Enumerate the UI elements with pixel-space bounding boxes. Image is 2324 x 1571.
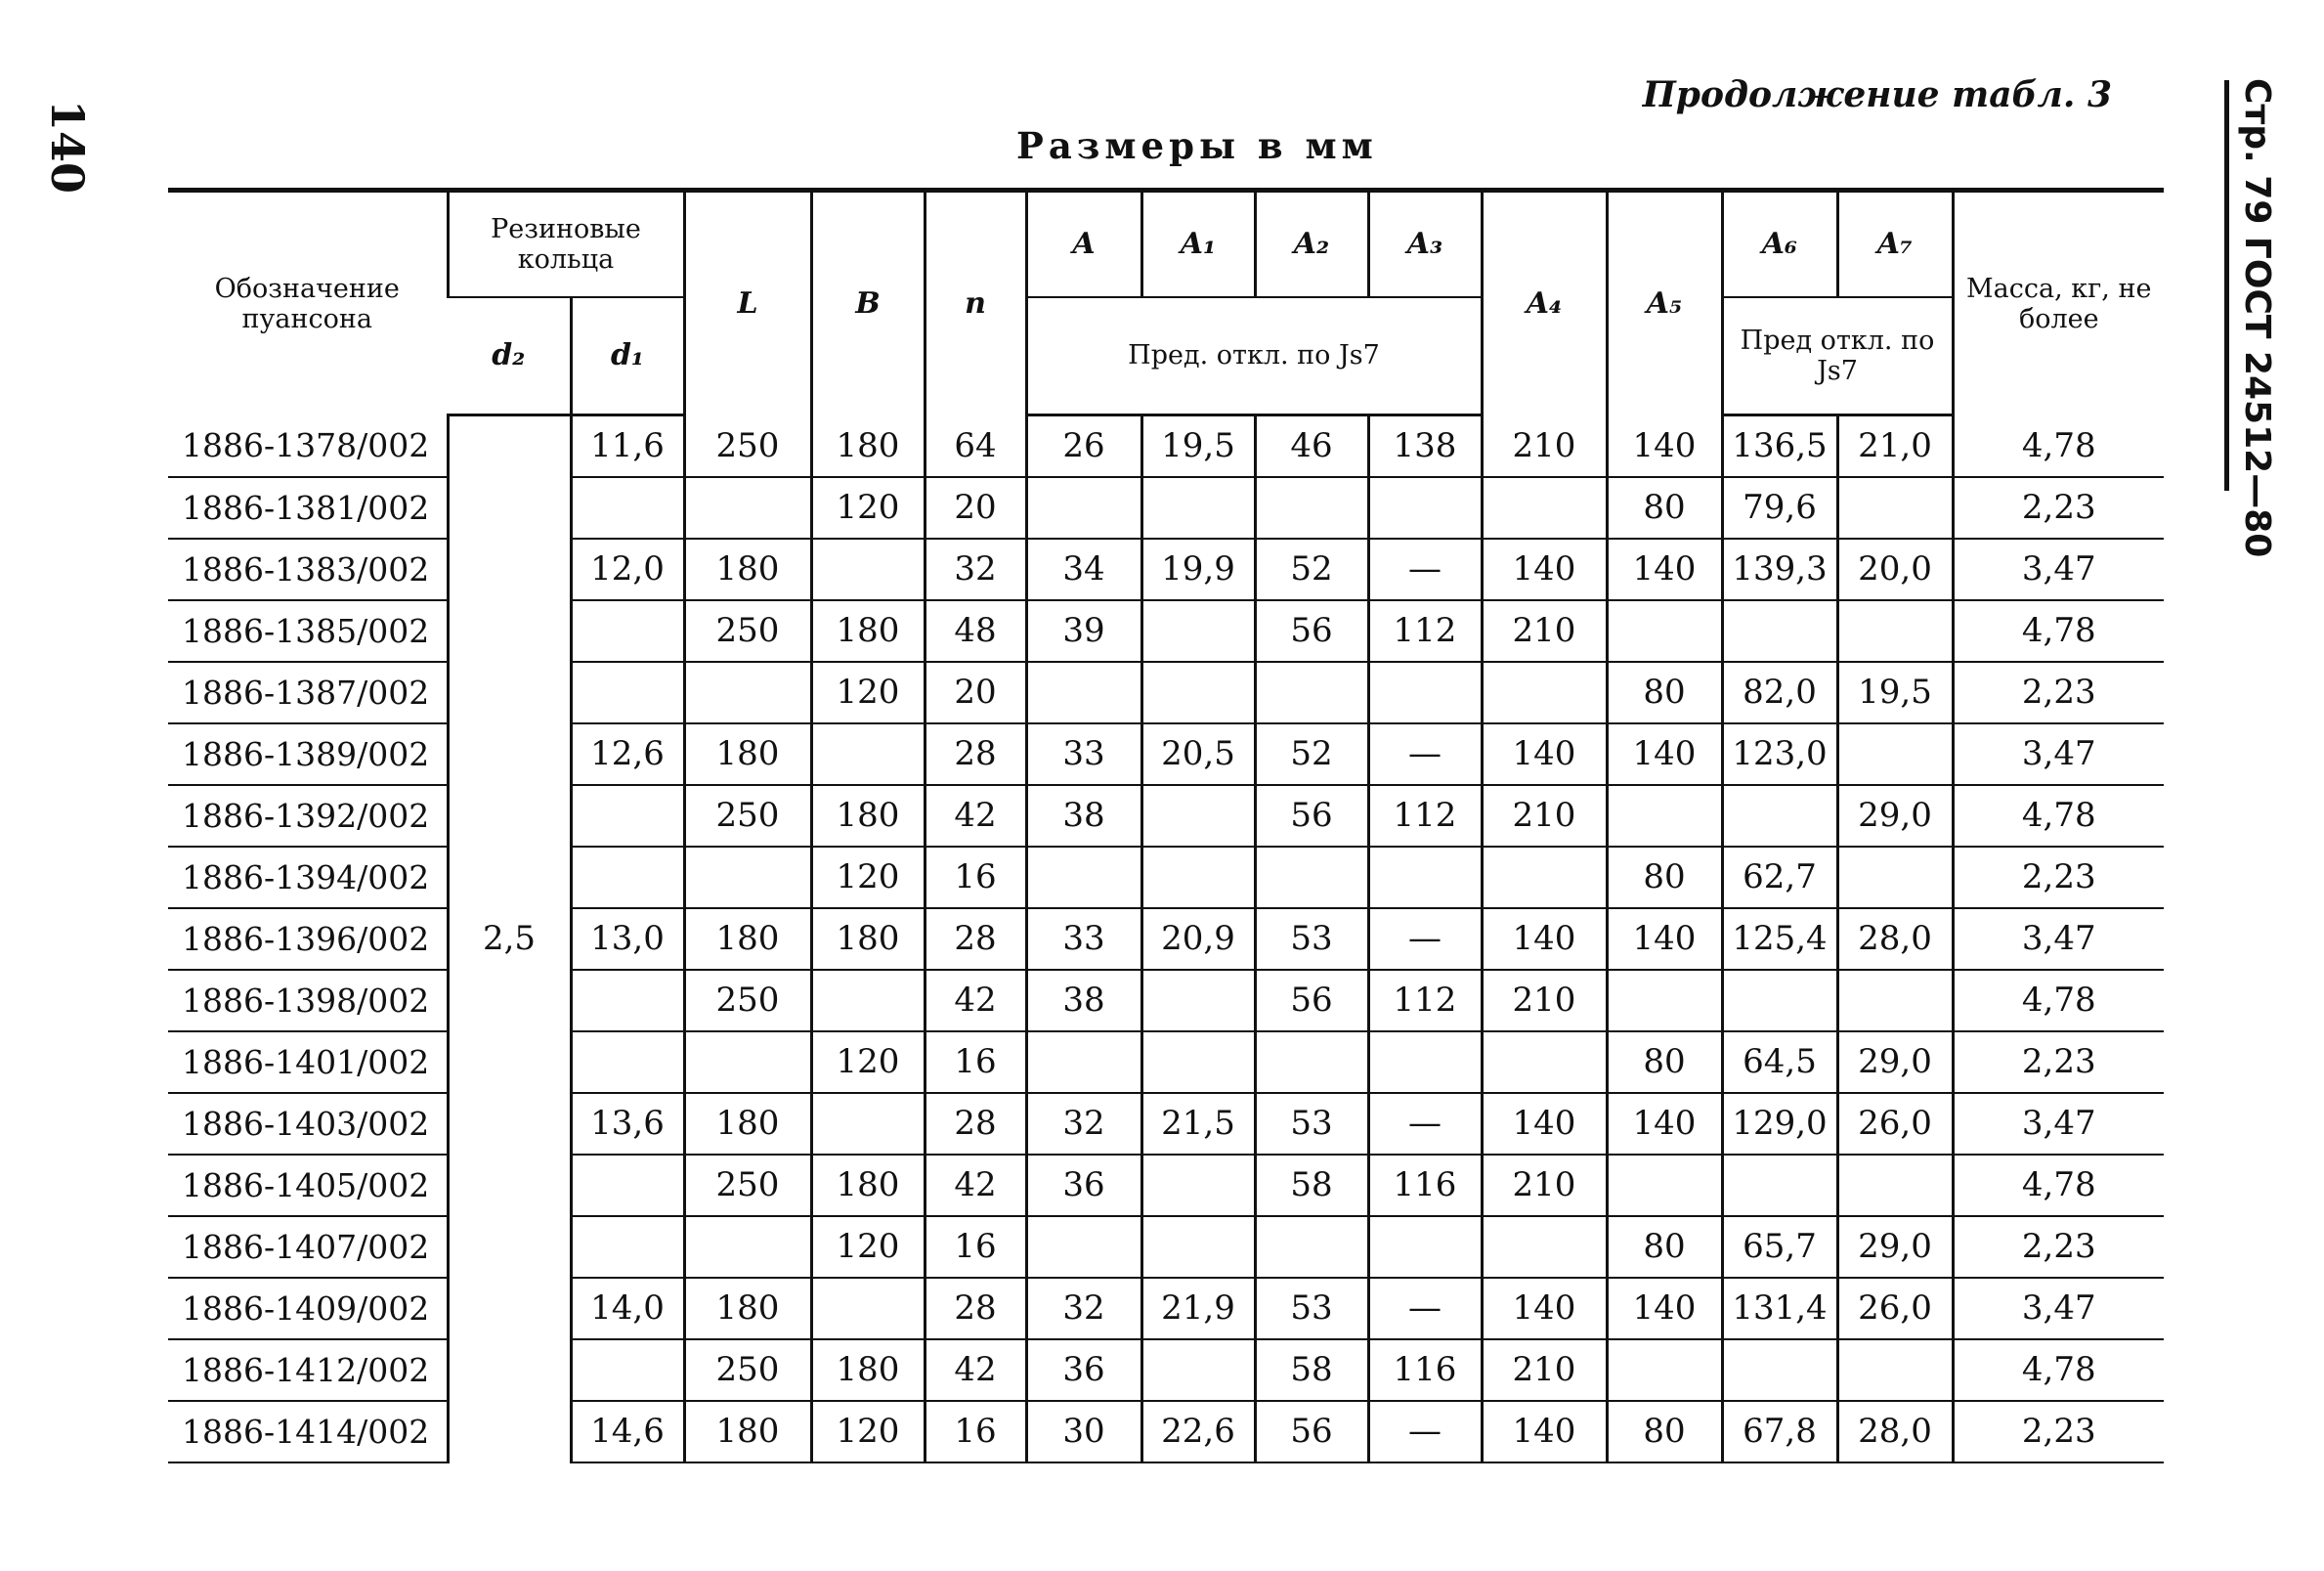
a6-cell: 136,5 — [1722, 415, 1837, 477]
a-cell — [1026, 477, 1141, 539]
a1-cell: 21,9 — [1141, 1278, 1255, 1339]
d1-cell — [571, 600, 684, 662]
d2-cell — [448, 1093, 571, 1155]
a6-cell — [1722, 785, 1837, 847]
table-row — [168, 415, 2164, 477]
page-number: 140 — [41, 100, 94, 195]
table-body — [168, 415, 2164, 1462]
a1-cell: 20,5 — [1141, 723, 1255, 785]
n-cell: 16 — [925, 847, 1026, 908]
a-cell: 32 — [1026, 1278, 1141, 1339]
d2-header: d₂ — [448, 297, 571, 415]
table-row — [168, 1093, 2164, 1155]
a7-cell — [1837, 1339, 1953, 1401]
a1-cell — [1141, 970, 1255, 1031]
b-cell — [811, 970, 925, 1031]
d1-cell: 14,6 — [571, 1401, 684, 1462]
d1-cell — [571, 1339, 684, 1401]
l-cell: 250 — [684, 600, 811, 662]
table-row — [168, 477, 2164, 539]
a6-cell: 65,7 — [1722, 1216, 1837, 1278]
b-header: B — [811, 191, 925, 415]
a6-cell: 62,7 — [1722, 847, 1837, 908]
a6-cell: 139,3 — [1722, 539, 1837, 600]
designation-cell: 1886-1385/002 — [168, 600, 448, 662]
n-cell: 42 — [925, 1155, 1026, 1216]
n-cell: 20 — [925, 477, 1026, 539]
table-row — [168, 662, 2164, 723]
mass-cell: 4,78 — [1953, 1339, 2164, 1401]
mass-cell: 4,78 — [1953, 1155, 2164, 1216]
d2-cell — [448, 723, 571, 785]
l-cell — [684, 1216, 811, 1278]
d1-cell: 12,0 — [571, 539, 684, 600]
b-cell: 120 — [811, 662, 925, 723]
a3-cell: 138 — [1368, 415, 1482, 477]
table-row — [168, 970, 2164, 1031]
designation-cell: 1886-1401/002 — [168, 1031, 448, 1093]
a6-cell — [1722, 970, 1837, 1031]
d1-header: d₁ — [571, 297, 684, 415]
table-header — [168, 191, 2164, 415]
table-row — [168, 908, 2164, 970]
a2-header: A₂ — [1255, 191, 1368, 298]
a-cell — [1026, 662, 1141, 723]
designation-cell: 1886-1398/002 — [168, 970, 448, 1031]
a3-cell: — — [1368, 1093, 1482, 1155]
n-cell: 28 — [925, 1278, 1026, 1339]
mass-cell: 3,47 — [1953, 723, 2164, 785]
a1-cell — [1141, 847, 1255, 908]
a6-cell: 82,0 — [1722, 662, 1837, 723]
a3-cell — [1368, 847, 1482, 908]
a3-cell: 116 — [1368, 1339, 1482, 1401]
a3-cell: 112 — [1368, 600, 1482, 662]
a5-cell: 140 — [1607, 1278, 1722, 1339]
l-cell: 180 — [684, 1278, 811, 1339]
b-cell — [811, 1278, 925, 1339]
mass-header: Масса, кг, не более — [1953, 191, 2164, 415]
n-cell: 42 — [925, 1339, 1026, 1401]
d2-cell — [448, 600, 571, 662]
a2-cell — [1255, 477, 1368, 539]
a3-cell — [1368, 1031, 1482, 1093]
a1-cell — [1141, 1216, 1255, 1278]
n-cell: 64 — [925, 415, 1026, 477]
tolerance-header-a6: Пред откл. по Js7 — [1722, 297, 1953, 415]
d1-cell — [571, 477, 684, 539]
table-row — [168, 1155, 2164, 1216]
a1-cell — [1141, 1031, 1255, 1093]
a-cell — [1026, 1216, 1141, 1278]
sizes-caption: Размеры в мм — [1016, 124, 1378, 167]
n-cell: 16 — [925, 1031, 1026, 1093]
b-cell: 180 — [811, 415, 925, 477]
a1-header: A₁ — [1141, 191, 1255, 298]
d2-cell — [448, 477, 571, 539]
a5-cell: 80 — [1607, 1031, 1722, 1093]
mass-cell: 4,78 — [1953, 600, 2164, 662]
a2-cell: 56 — [1255, 785, 1368, 847]
a4-cell: 140 — [1482, 1093, 1607, 1155]
a4-cell: 210 — [1482, 785, 1607, 847]
a-cell: 34 — [1026, 539, 1141, 600]
a4-cell: 210 — [1482, 1155, 1607, 1216]
d1-cell — [571, 1031, 684, 1093]
a-cell: 36 — [1026, 1155, 1141, 1216]
a6-cell — [1722, 600, 1837, 662]
d2-cell — [448, 1278, 571, 1339]
a2-cell — [1255, 1216, 1368, 1278]
a5-cell: 140 — [1607, 415, 1722, 477]
a-cell: 30 — [1026, 1401, 1141, 1462]
b-cell: 120 — [811, 847, 925, 908]
b-cell: 180 — [811, 1155, 925, 1216]
a5-cell: 140 — [1607, 1093, 1722, 1155]
designation-cell: 1886-1396/002 — [168, 908, 448, 970]
l-cell: 180 — [684, 1401, 811, 1462]
punch-dimensions-table — [168, 188, 2164, 1463]
mass-cell: 2,23 — [1953, 477, 2164, 539]
a2-cell — [1255, 1031, 1368, 1093]
a4-cell — [1482, 1031, 1607, 1093]
a1-cell: 19,5 — [1141, 415, 1255, 477]
n-header: n — [925, 191, 1026, 415]
designation-cell: 1886-1405/002 — [168, 1155, 448, 1216]
a6-cell: 129,0 — [1722, 1093, 1837, 1155]
table-row — [168, 1401, 2164, 1462]
a5-cell — [1607, 600, 1722, 662]
n-cell: 28 — [925, 1093, 1026, 1155]
a7-cell: 29,0 — [1837, 1031, 1953, 1093]
a3-cell — [1368, 477, 1482, 539]
a7-cell — [1837, 970, 1953, 1031]
d2-cell — [448, 847, 571, 908]
a3-cell: — — [1368, 908, 1482, 970]
a3-cell: — — [1368, 1401, 1482, 1462]
table-row — [168, 1031, 2164, 1093]
a-cell: 26 — [1026, 415, 1141, 477]
d1-cell — [571, 847, 684, 908]
a5-cell: 140 — [1607, 539, 1722, 600]
a2-cell: 53 — [1255, 1278, 1368, 1339]
d2-cell — [448, 1339, 571, 1401]
standard-reference: Стр. 79 ГОСТ 24512—80 — [2237, 78, 2277, 558]
l-cell — [684, 662, 811, 723]
a5-cell: 140 — [1607, 908, 1722, 970]
l-cell: 250 — [684, 1155, 811, 1216]
l-cell: 180 — [684, 1093, 811, 1155]
a5-cell — [1607, 785, 1722, 847]
l-cell: 250 — [684, 970, 811, 1031]
a1-cell — [1141, 785, 1255, 847]
n-cell: 32 — [925, 539, 1026, 600]
designation-cell: 1886-1394/002 — [168, 847, 448, 908]
a1-cell — [1141, 600, 1255, 662]
mass-cell: 4,78 — [1953, 970, 2164, 1031]
a7-cell: 29,0 — [1837, 1216, 1953, 1278]
designation-header: Обозначение пуансона — [168, 191, 448, 415]
a4-cell: 140 — [1482, 539, 1607, 600]
a1-cell: 21,5 — [1141, 1093, 1255, 1155]
designation-cell: 1886-1407/002 — [168, 1216, 448, 1278]
d1-cell — [571, 970, 684, 1031]
a6-cell — [1722, 1155, 1837, 1216]
a4-cell: 140 — [1482, 908, 1607, 970]
a6-cell: 131,4 — [1722, 1278, 1837, 1339]
d1-cell: 13,0 — [571, 908, 684, 970]
n-cell: 48 — [925, 600, 1026, 662]
a7-cell: 20,0 — [1837, 539, 1953, 600]
d1-cell — [571, 785, 684, 847]
a-cell: 36 — [1026, 1339, 1141, 1401]
a2-cell: 53 — [1255, 908, 1368, 970]
d2-cell — [448, 1031, 571, 1093]
a1-cell: 22,6 — [1141, 1401, 1255, 1462]
d2-cell — [448, 415, 571, 477]
a5-cell: 80 — [1607, 662, 1722, 723]
d2-cell — [448, 1216, 571, 1278]
l-cell: 180 — [684, 723, 811, 785]
b-cell: 120 — [811, 477, 925, 539]
a4-cell: 140 — [1482, 1401, 1607, 1462]
table-row — [168, 847, 2164, 908]
a4-cell — [1482, 662, 1607, 723]
a5-cell: 140 — [1607, 723, 1722, 785]
d2-cell — [448, 539, 571, 600]
a1-cell — [1141, 662, 1255, 723]
l-cell: 250 — [684, 785, 811, 847]
a2-cell: 56 — [1255, 1401, 1368, 1462]
a3-cell: — — [1368, 723, 1482, 785]
a3-cell — [1368, 1216, 1482, 1278]
b-cell: 180 — [811, 785, 925, 847]
a5-cell — [1607, 1339, 1722, 1401]
n-cell: 16 — [925, 1401, 1026, 1462]
table-row — [168, 1216, 2164, 1278]
designation-cell: 1886-1387/002 — [168, 662, 448, 723]
a7-header: A₇ — [1837, 191, 1953, 298]
a2-cell: 46 — [1255, 415, 1368, 477]
d1-cell: 14,0 — [571, 1278, 684, 1339]
a5-header: A₅ — [1607, 191, 1722, 415]
a5-cell: 80 — [1607, 847, 1722, 908]
a5-cell: 80 — [1607, 477, 1722, 539]
a5-cell: 80 — [1607, 1216, 1722, 1278]
a1-cell: 20,9 — [1141, 908, 1255, 970]
a5-cell — [1607, 1155, 1722, 1216]
d2-cell — [448, 1155, 571, 1216]
a-cell: 33 — [1026, 908, 1141, 970]
a4-cell — [1482, 847, 1607, 908]
d2-cell — [448, 662, 571, 723]
mass-cell: 3,47 — [1953, 539, 2164, 600]
designation-cell: 1886-1414/002 — [168, 1401, 448, 1462]
n-cell: 20 — [925, 662, 1026, 723]
a-cell — [1026, 1031, 1141, 1093]
a4-cell — [1482, 477, 1607, 539]
mass-cell: 2,23 — [1953, 1216, 2164, 1278]
b-cell: 120 — [811, 1031, 925, 1093]
a2-cell: 52 — [1255, 539, 1368, 600]
a6-cell: 67,8 — [1722, 1401, 1837, 1462]
a7-cell: 26,0 — [1837, 1278, 1953, 1339]
l-cell — [684, 477, 811, 539]
a7-cell: 21,0 — [1837, 415, 1953, 477]
a2-cell — [1255, 662, 1368, 723]
table-continuation-caption: Продолжение табл. 3 — [1642, 74, 2112, 115]
n-cell: 28 — [925, 908, 1026, 970]
a3-header: A₃ — [1368, 191, 1482, 298]
mass-cell: 2,23 — [1953, 662, 2164, 723]
a6-cell: 125,4 — [1722, 908, 1837, 970]
a4-cell: 210 — [1482, 415, 1607, 477]
d1-cell — [571, 1216, 684, 1278]
a2-cell — [1255, 847, 1368, 908]
b-cell — [811, 723, 925, 785]
mass-cell: 2,23 — [1953, 847, 2164, 908]
d1-cell: 13,6 — [571, 1093, 684, 1155]
mass-cell: 4,78 — [1953, 415, 2164, 477]
d2-cell — [448, 1401, 571, 1462]
l-cell: 180 — [684, 908, 811, 970]
a7-cell: 28,0 — [1837, 908, 1953, 970]
n-cell: 28 — [925, 723, 1026, 785]
a3-cell: 112 — [1368, 785, 1482, 847]
a3-cell: 116 — [1368, 1155, 1482, 1216]
b-cell — [811, 539, 925, 600]
a2-cell: 53 — [1255, 1093, 1368, 1155]
table-row — [168, 539, 2164, 600]
mass-cell: 2,23 — [1953, 1401, 2164, 1462]
designation-cell: 1886-1381/002 — [168, 477, 448, 539]
designation-cell: 1886-1412/002 — [168, 1339, 448, 1401]
table-row — [168, 1339, 2164, 1401]
b-cell: 180 — [811, 600, 925, 662]
designation-cell: 1886-1403/002 — [168, 1093, 448, 1155]
b-cell: 120 — [811, 1216, 925, 1278]
a4-cell: 140 — [1482, 1278, 1607, 1339]
d2-cell — [448, 970, 571, 1031]
n-cell: 42 — [925, 785, 1026, 847]
l-cell: 180 — [684, 539, 811, 600]
d1-cell: 11,6 — [571, 415, 684, 477]
table-row — [168, 723, 2164, 785]
a7-cell: 28,0 — [1837, 1401, 1953, 1462]
a3-cell: — — [1368, 539, 1482, 600]
a4-cell — [1482, 1216, 1607, 1278]
a5-cell: 80 — [1607, 1401, 1722, 1462]
a2-cell: 58 — [1255, 1155, 1368, 1216]
designation-cell: 1886-1383/002 — [168, 539, 448, 600]
a4-header: A₄ — [1482, 191, 1607, 415]
n-cell: 42 — [925, 970, 1026, 1031]
a7-cell: 29,0 — [1837, 785, 1953, 847]
b-cell — [811, 1093, 925, 1155]
a4-cell: 140 — [1482, 723, 1607, 785]
a4-cell: 210 — [1482, 970, 1607, 1031]
d1-cell: 12,6 — [571, 723, 684, 785]
table-row — [168, 785, 2164, 847]
designation-cell: 1886-1409/002 — [168, 1278, 448, 1339]
a7-cell: 19,5 — [1837, 662, 1953, 723]
b-cell: 120 — [811, 1401, 925, 1462]
a-cell: 38 — [1026, 970, 1141, 1031]
d1-cell — [571, 662, 684, 723]
n-cell: 16 — [925, 1216, 1026, 1278]
b-cell: 180 — [811, 1339, 925, 1401]
mass-cell: 3,47 — [1953, 908, 2164, 970]
a6-cell: 79,6 — [1722, 477, 1837, 539]
a-cell — [1026, 847, 1141, 908]
a4-cell: 210 — [1482, 1339, 1607, 1401]
a7-cell — [1837, 600, 1953, 662]
a2-cell: 58 — [1255, 1339, 1368, 1401]
l-cell — [684, 1031, 811, 1093]
d1-cell — [571, 1155, 684, 1216]
d2-cell: 2,5 — [448, 908, 571, 970]
b-cell: 180 — [811, 908, 925, 970]
a7-cell — [1837, 723, 1953, 785]
a-cell: 33 — [1026, 723, 1141, 785]
d2-cell — [448, 785, 571, 847]
mass-cell: 4,78 — [1953, 785, 2164, 847]
a1-cell — [1141, 1155, 1255, 1216]
a4-cell: 210 — [1482, 600, 1607, 662]
a7-cell — [1837, 1155, 1953, 1216]
a3-cell: 112 — [1368, 970, 1482, 1031]
l-cell: 250 — [684, 1339, 811, 1401]
a6-cell — [1722, 1339, 1837, 1401]
a3-cell: — — [1368, 1278, 1482, 1339]
designation-cell: 1886-1392/002 — [168, 785, 448, 847]
table-row — [168, 1278, 2164, 1339]
a6-cell: 123,0 — [1722, 723, 1837, 785]
side-rule — [2224, 80, 2229, 491]
l-cell — [684, 847, 811, 908]
rubber-rings-header: Резиновые кольца — [448, 191, 684, 298]
a7-cell: 26,0 — [1837, 1093, 1953, 1155]
a7-cell — [1837, 847, 1953, 908]
a1-cell — [1141, 1339, 1255, 1401]
a-cell: 39 — [1026, 600, 1141, 662]
mass-cell: 3,47 — [1953, 1093, 2164, 1155]
tolerance-header-a: Пред. откл. по Js7 — [1026, 297, 1482, 415]
a2-cell: 56 — [1255, 970, 1368, 1031]
a5-cell — [1607, 970, 1722, 1031]
mass-cell: 3,47 — [1953, 1278, 2164, 1339]
a6-cell: 64,5 — [1722, 1031, 1837, 1093]
a1-cell: 19,9 — [1141, 539, 1255, 600]
l-cell: 250 — [684, 415, 811, 477]
designation-cell: 1886-1378/002 — [168, 415, 448, 477]
a7-cell — [1837, 477, 1953, 539]
a-cell: 38 — [1026, 785, 1141, 847]
a2-cell: 56 — [1255, 600, 1368, 662]
table-row — [168, 600, 2164, 662]
a-header: A — [1026, 191, 1141, 298]
a-cell: 32 — [1026, 1093, 1141, 1155]
mass-cell: 2,23 — [1953, 1031, 2164, 1093]
designation-cell: 1886-1389/002 — [168, 723, 448, 785]
a3-cell — [1368, 662, 1482, 723]
l-header: L — [684, 191, 811, 415]
a1-cell — [1141, 477, 1255, 539]
a2-cell: 52 — [1255, 723, 1368, 785]
a6-header: A₆ — [1722, 191, 1837, 298]
